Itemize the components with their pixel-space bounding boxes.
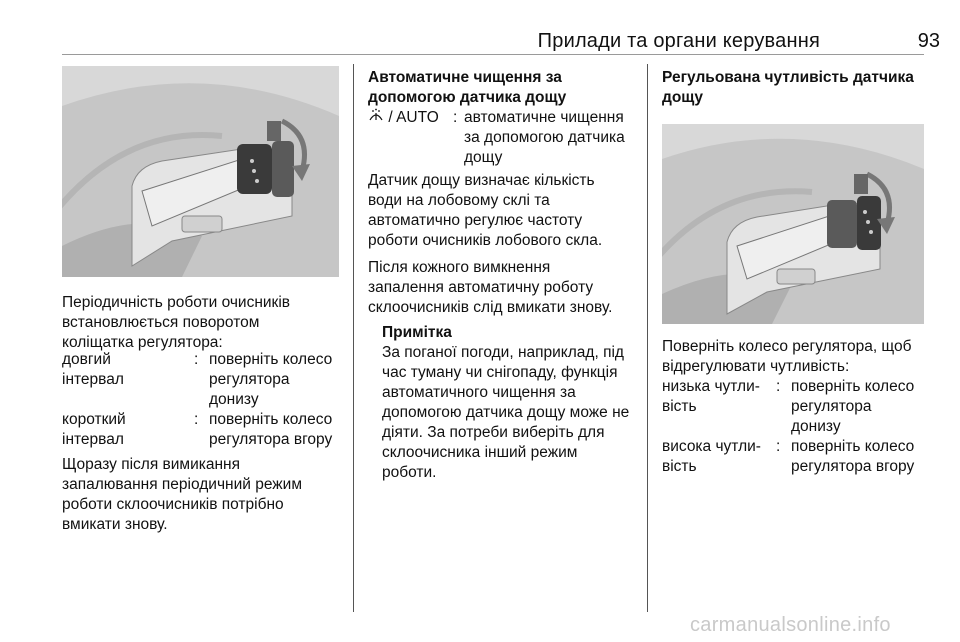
note-title: Примітка [382,324,452,341]
note-box: Примітка За поганої погоди, наприклад, під час туману чи снігопаду, функція автоматичного чищення за допомогою датчика дощу може не діяти. За потреби виберіть для склоочисника інший режим роботи. [382,323,644,483]
col2-heading: Автоматичне чищення за допомогою датчика дощу [368,69,567,106]
auto-mode-definition: / AUTO : автоматичне чищення за допомогою датчика дощу [368,108,640,168]
rain-sensor-wiper-icon [368,109,388,126]
watermark: carmanualsonline.info [690,614,891,636]
col1-closing-paragraph: Щоразу після вимикання запалювання періодичний режим роботи склоочисників потрібно вмикати знову. [62,456,302,533]
wiper-stalk-sensitivity-ring-illustration [662,124,924,324]
col2-paragraph-2: Після кожного вимкнення запалення автоматичну роботу склоочисників слід вмикати знову. [368,259,613,316]
column-divider-1 [353,64,354,612]
header-rule [62,54,924,55]
page-header-title: Прилади та органи керування [537,30,820,52]
def-row-short-interval: короткий інтервал : поверніть колесо регулятора вгору [62,411,333,448]
col3-caption: Поверніть колесо регулятора, щоб відрегулювати чутливість: [662,338,912,375]
col2-paragraph-1: Датчик дощу визначає кількість води на лобовому склі та автоматично регулює частоту роботи очисників лобового скла. [368,172,603,249]
def-row-long-interval: довгий інтервал : поверніть колесо регулятора донизу [62,351,333,408]
column-divider-2 [647,64,648,612]
def-row-low-sensitivity: низька чутли‑ вість : поверніть колесо регулятора донизу [662,378,915,435]
col1-definition-list [62,350,347,458]
wiper-stalk-rotary-ring-illustration [62,66,339,277]
def-row-high-sensitivity: висока чутли‑ вість : поверніть колесо регулятора вгору [662,438,915,475]
page-number: 93 [917,30,940,52]
col3-heading: Регульована чутливість датчика дощу [662,69,914,106]
col3-definition-list [662,377,947,485]
col1-caption: Періодичність роботи очисників встановлюється поворотом коліщатка регулятора: [62,294,291,351]
